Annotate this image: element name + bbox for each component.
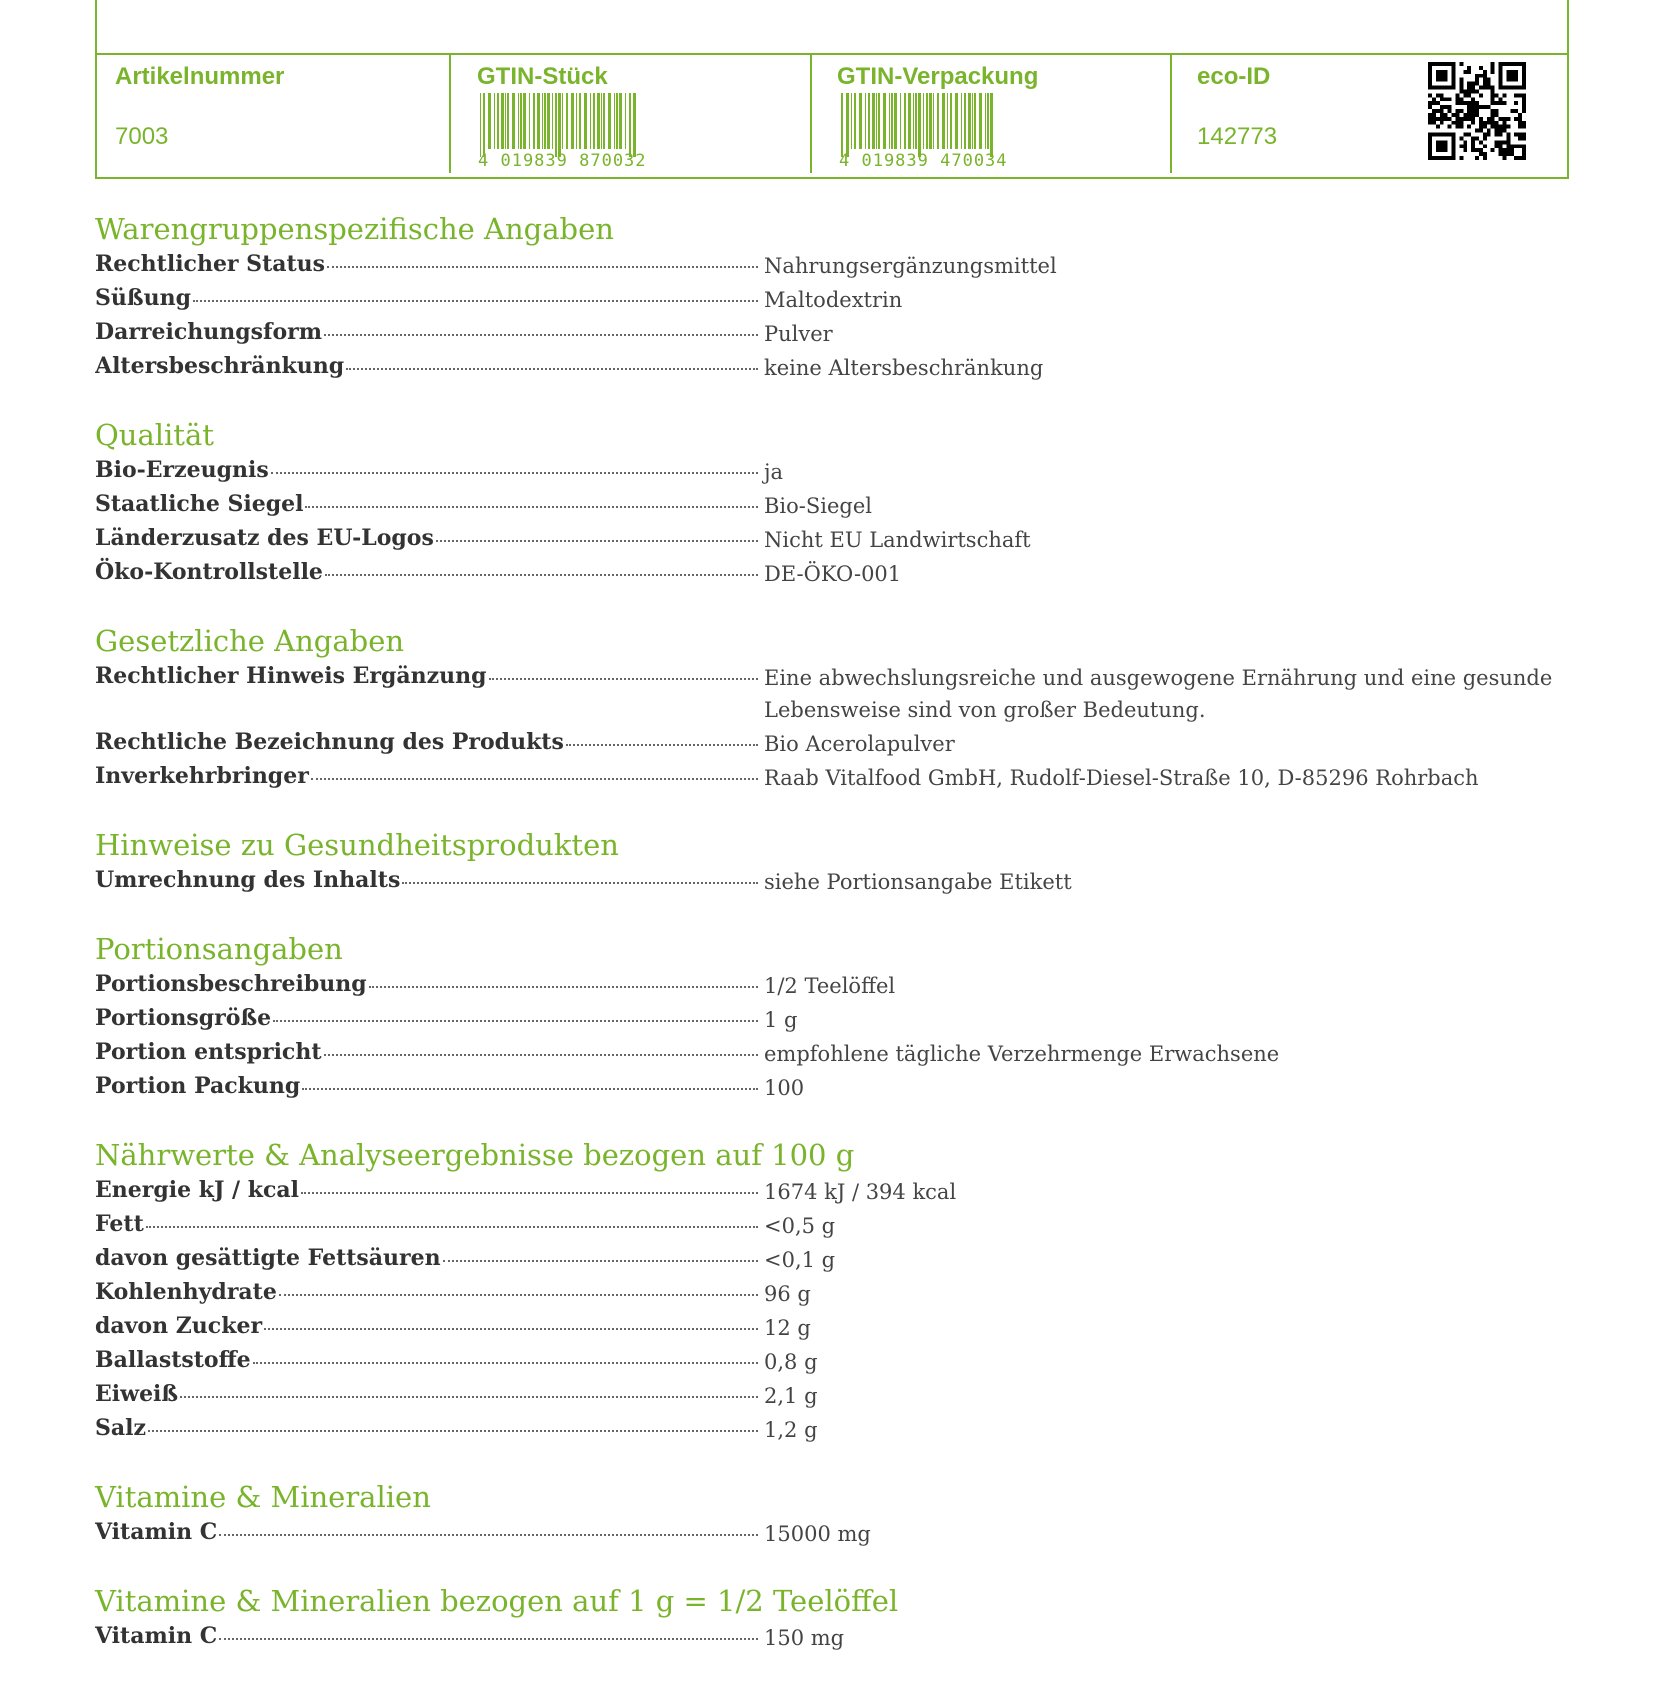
section-title: Vitamine & Mineralien bezogen auf 1 g = 1/2 Teelöffel [95,1584,899,1618]
gtin-stueck-digits: 4 019839 870032 [478,151,647,171]
property-value: DE-ÖKO-001 [764,562,902,586]
property-row [95,1036,1569,1070]
label-wrap [95,1070,760,1102]
property-value: 1674 kJ / 394 kcal [764,1180,957,1204]
label-wrap [95,1174,760,1206]
property-row [95,1344,1569,1378]
label-wrap [95,1002,760,1034]
qr-code-icon [1428,62,1526,160]
dot-leader [264,1328,758,1330]
property-value: Bio-Siegel [764,494,873,518]
property-value: 1 g [764,1008,798,1032]
property-row [95,968,1569,1002]
dot-leader [436,540,758,542]
property-label: Staatliche Siegel [95,491,304,517]
dot-leader [324,334,758,336]
property-value: <0,5 g [764,1214,836,1238]
label-wrap [95,1036,760,1068]
property-row [95,1310,1569,1344]
label-wrap [95,864,760,896]
label-wrap [95,968,760,1000]
label-wrap [95,1378,760,1410]
section-title: Gesetzliche Angaben [95,624,405,658]
property-value: 1/2 Teelöffel [764,974,896,998]
dot-leader [148,1430,758,1432]
property-row [95,248,1569,282]
property-row [95,1208,1569,1242]
label-wrap [95,316,760,348]
label-wrap [95,248,760,280]
property-value: 96 g [764,1282,811,1306]
dot-leader [180,1396,758,1398]
property-value: siehe Portionsangabe Etikett [764,870,1072,894]
label-wrap [95,1620,760,1652]
property-row [95,1620,1569,1654]
eco-id-value: 142773 [1197,123,1278,150]
property-value: Maltodextrin [764,288,903,312]
property-value: <0,1 g [764,1248,836,1272]
property-label: Portionsgröße [95,1005,272,1031]
dot-leader [346,368,758,370]
property-label: Portionsbeschreibung [95,971,367,997]
property-label: Darreichungsform [95,319,323,345]
label-wrap [95,350,760,382]
property-row [95,454,1569,488]
section-title: Warengruppenspezifische Angaben [95,212,614,246]
property-value: 150 mg [764,1626,845,1650]
gtin-stueck-cell [450,55,810,173]
label-wrap [95,454,760,486]
section-title: Nährwerte & Analyseergebnisse bezogen auf 100 g [95,1138,855,1172]
property-row [95,660,1569,726]
property-label: Inverkehrbringer [95,763,309,789]
property-row [95,1070,1569,1104]
dot-leader [566,744,758,746]
property-row [95,1516,1569,1550]
artikelnummer-label: Artikelnummer [115,63,285,90]
property-label: Vitamin C [95,1519,218,1545]
property-value: 1,2 g [764,1418,818,1442]
label-wrap [95,660,760,692]
section [95,1478,1569,1550]
property-label: davon Zucker [95,1313,263,1339]
property-label: Salz [95,1415,146,1441]
property-value: Eine abwechslungsreiche und ausgewogene Ernährung und eine gesunde Lebensweise sind von großer Bedeutung. [764,666,1553,722]
property-label: Ballaststoffe [95,1347,251,1373]
section-title: Portionsangaben [95,932,343,966]
gtin-verpackung-digits: 4 019839 470034 [839,151,1008,171]
property-row [95,282,1569,316]
dot-leader [273,1020,758,1022]
property-row [95,316,1569,350]
property-label: Portion entspricht [95,1039,322,1065]
artikelnummer-cell [95,55,450,173]
property-label: Bio-Erzeugnis [95,457,269,483]
property-row [95,1412,1569,1446]
section-title: Vitamine & Mineralien [95,1480,431,1514]
label-wrap [95,488,760,520]
property-label: Rechtlicher Status [95,251,326,277]
dot-leader [327,266,758,268]
dot-leader [271,472,758,474]
property-label: Länderzusatz des EU-Logos [95,525,434,551]
section [95,826,1569,898]
section [95,930,1569,1104]
label-wrap [95,282,760,314]
label-wrap [95,1412,760,1444]
property-row [95,760,1569,794]
property-row [95,1242,1569,1276]
property-label: Energie kJ / kcal [95,1177,300,1203]
artikelnummer-value: 7003 [115,123,169,150]
gtin-verpackung-label: GTIN-Verpackung [837,63,1039,90]
property-value: Raab Vitalfood GmbH, Rudolf-Diesel-Straße 10, D-85296 Rohrbach [764,766,1479,790]
section [95,1136,1569,1446]
property-label: Kohlenhydrate [95,1279,277,1305]
dot-leader [219,1638,758,1640]
property-value: 0,8 g [764,1350,818,1374]
label-wrap [95,760,760,792]
dot-leader [325,574,758,576]
property-value: Pulver [764,322,833,346]
label-wrap [95,1516,760,1548]
property-label: Rechtliche Bezeichnung des Produkts [95,729,564,755]
gtin-stueck-barcode [478,93,638,157]
gtin-stueck-label: GTIN-Stück [477,63,608,90]
property-value: Nicht EU Landwirtschaft [764,528,1031,552]
label-wrap [95,522,760,554]
property-value: 15000 mg [764,1522,871,1546]
property-value: Nahrungsergänzungsmittel [764,254,1057,278]
property-value: empfohlene tägliche Verzehrmenge Erwachsene [764,1042,1280,1066]
section-title: Hinweise zu Gesundheitsprodukten [95,828,619,862]
gtin-verpackung-barcode [839,93,999,157]
label-wrap [95,726,760,758]
property-label: Rechtlicher Hinweis Ergänzung [95,663,487,689]
dot-leader [324,1054,759,1056]
label-wrap [95,1208,760,1240]
property-row [95,1174,1569,1208]
section [95,210,1569,384]
property-row [95,1002,1569,1036]
property-row [95,1276,1569,1310]
dot-leader [489,678,758,680]
eco-id-label: eco-ID [1197,63,1271,90]
dot-leader [302,1088,758,1090]
property-row [95,556,1569,590]
section [95,416,1569,590]
dot-leader [311,778,758,780]
section [95,622,1569,794]
property-value: 12 g [764,1316,811,1340]
section [95,1582,1569,1654]
property-value: ja [764,460,784,484]
dot-leader [443,1260,758,1262]
property-label: Umrechnung des Inhalts [95,867,401,893]
label-wrap [95,556,760,588]
property-row [95,1378,1569,1412]
property-label: Eiweiß [95,1381,179,1407]
property-value: Bio Acerolapulver [764,732,955,756]
dot-leader [301,1192,758,1194]
dot-leader [193,300,758,302]
dot-leader [305,506,758,508]
property-label: Fett [95,1211,144,1237]
dot-leader [253,1362,758,1364]
dot-leader [146,1226,758,1228]
property-row [95,522,1569,556]
property-label: Vitamin C [95,1623,218,1649]
property-value: 100 [764,1076,805,1100]
property-label: Portion Packung [95,1073,301,1099]
section-title: Qualität [95,418,214,452]
property-label: Süßung [95,285,191,311]
label-wrap [95,1310,760,1342]
property-label: davon gesättigte Fettsäuren [95,1245,441,1271]
property-row [95,864,1569,898]
gtin-verpackung-cell [811,55,1171,173]
property-label: Altersbeschränkung [95,353,345,379]
property-row [95,726,1569,760]
label-wrap [95,1344,760,1376]
label-wrap [95,1242,760,1274]
property-value: 2,1 g [764,1384,818,1408]
property-row [95,488,1569,522]
product-details [95,210,1569,1686]
dot-leader [402,882,758,884]
property-value: keine Altersbeschränkung [764,356,1044,380]
label-wrap [95,1276,760,1308]
property-label: Öko-Kontrollstelle [95,559,323,585]
dot-leader [219,1534,758,1536]
dot-leader [369,986,758,988]
dot-leader [279,1294,758,1296]
property-row [95,350,1569,384]
